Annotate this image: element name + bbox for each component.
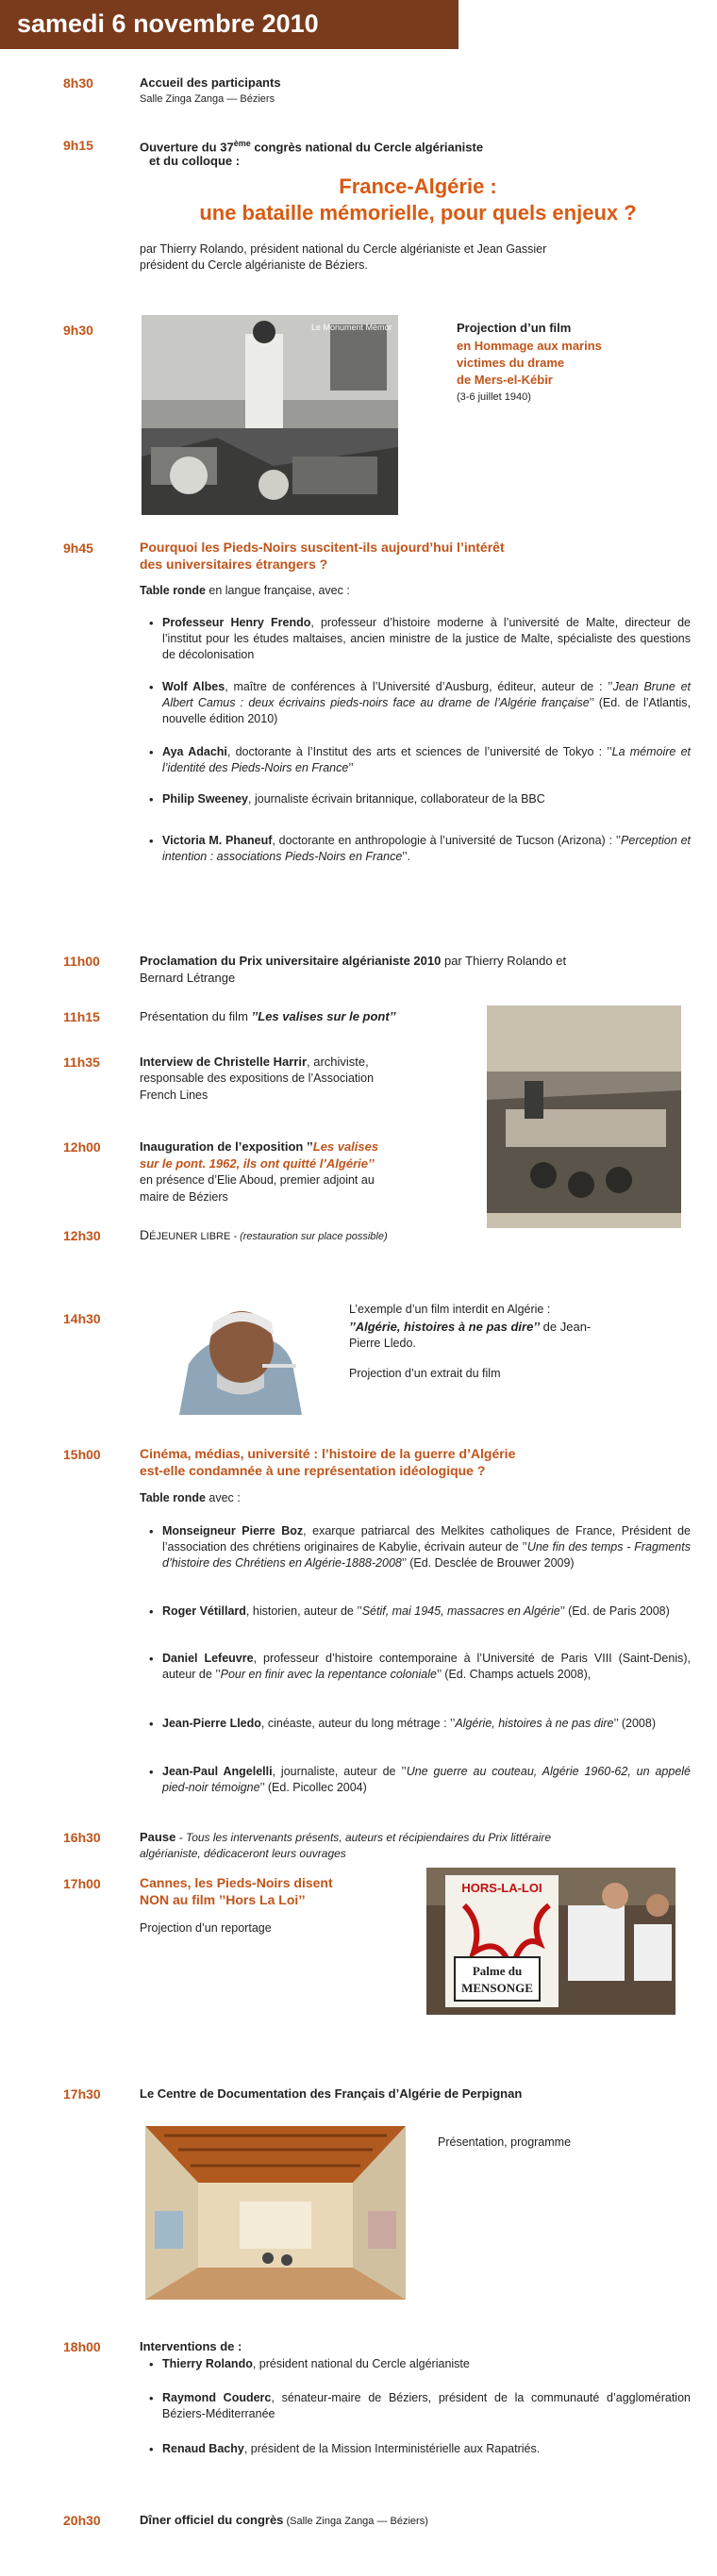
film-line2: en Hommage aux marins [457,339,602,353]
speaker-boz: Monseigneur Pierre Boz, exarque patriarcal des Melkites catholiques de France, Président de l’association des chrétiens originaires de Kabylie, écrivain auteur de ’’Une fin des temps - Fragments d’histoire des Chrétiens en Algérie-1888-2008’’ (Ed. Desclée de Brouwer 2009) [162,1524,691,1570]
time-1135: 11h35 [63,1055,100,1070]
bullet: • [149,1765,154,1779]
time-1200: 12h00 [63,1139,101,1155]
bullet: • [149,2357,154,2371]
speaker-vetillard: Roger Vétillard, historien, auteur de ’’Sétif, mai 1945, massacres en Algérie’’ (Ed. de Paris 2008) [162,1604,670,1618]
speaker-sweeney: Philip Sweeney, journaliste écrivain britannique, collaborateur de la BBC [162,792,545,806]
bullet: • [149,834,154,848]
bullet: • [149,1652,154,1666]
speaker-bachy: Renaud Bachy, président de la Mission Interministérielle aux Rapatriés. [162,2442,541,2455]
protest-photo [426,1868,675,2015]
dinner-line: Dîner officiel du congrès (Salle Zinga Zanga — Béziers) [140,2513,428,2527]
time-1430: 14h30 [63,1311,101,1326]
bullet: • [149,616,154,630]
time-0945: 9h45 [63,540,93,556]
cannes-line2: NON au film ’’Hors La Loi’’ [140,1892,306,1907]
film-line4: de Mers-el-Kébir [457,373,553,387]
time-2030: 20h30 [63,2513,101,2528]
cannes-line1: Cannes, les Pieds-Noirs disent [140,1875,333,1890]
event-subtitle: et du colloque : [149,154,241,168]
expo-line3: en présence d’Elie Aboud, premier adjoint au [140,1173,375,1187]
film-line3: victimes du drame [457,356,565,370]
speaker-albes: Wolf Albes, maître de conférences à l’Université d’Ausburg, éditeur, auteur de : ’’Jean Brune et Albert Camus : deux écrivains pieds-noirs face au drame de l’Algérie française’’ (Ed. de l’Atlantis, nouvelle édition 2010) [162,680,691,725]
center-title: Le Centre de Documentation des Français d’Algérie de Perpignan [140,2086,523,2101]
mers-el-kebir-photo [142,315,398,515]
roundtable-label: Table ronde en langue française, avec : [140,584,350,597]
event-by2: président du Cercle algérianiste de Béziers. [140,258,368,272]
center-presentation: Présentation, programme [438,2136,572,2149]
speaker-phaneuf: Victoria M. Phaneuf, doctorante en anthropologie à l’université de Tucson (Arizona) : ’’Perception et intention : associations Pieds-Noirs en France’’. [162,834,691,863]
banned-film-line4: Projection d’un extrait du film [349,1367,501,1380]
banned-film-line2: ’’Algérie, histoires à ne pas dire’’ de Jean- [349,1320,592,1334]
sign-hors-la-loi: HORS-LA-LOI [461,1881,542,1895]
bullet: • [149,2391,154,2405]
sign-palme: Palme du [472,1964,523,1978]
time-1115: 11h15 [63,1009,100,1024]
speaker-frendo: Professeur Henry Frendo, professeur d’histoire moderne à l’université de Malte, directeur de l’institut pour les études maltaises, ancien ministre de la justice de Malte, spécialiste des questions de décolonisation [162,616,691,661]
time-1730: 17h30 [63,2086,101,2102]
day-title: samedi 6 novembre 2010 [17,9,319,38]
pause-line2: algérianiste, dédicaceront leurs ouvrages [140,1847,346,1860]
expo-line4: maire de Béziers [140,1190,228,1204]
time-1700: 17h00 [63,1876,101,1891]
film-presentation: Présentation du film ’’Les valises sur le pont’’ [140,1009,396,1023]
time-0930: 9h30 [63,323,93,338]
time-1500: 15h00 [63,1447,101,1462]
bullet: • [149,680,154,694]
bullet: • [149,1524,154,1538]
event-place: Salle Zinga Zanga — Béziers [140,93,275,105]
prize-line1: Proclamation du Prix universitaire algérianiste 2010 par Thierry Rolando et [140,954,567,968]
expo-line1: Inauguration de l’exposition ’’Les valises [140,1139,379,1154]
bullet: • [149,1717,154,1731]
speaker-lefeuvre: Daniel Lefeuvre, professeur d’histoire contemporaine à l’Université de Paris VIII (Saint-Denis), auteur de ’’Pour en finir avec la repentance coloniale’’ (Ed. Champs actuels 2008), [162,1652,691,1681]
interview-line3: French Lines [140,1089,208,1102]
roundtable-title-2: des universitaires étrangers ? [140,557,328,572]
sign-mensonge: MENSONGE [461,1981,533,1995]
roundtable-title-1: Pourquoi les Pieds-Noirs suscitent-ils aujourd’hui l’intérêt [140,540,505,555]
roundtable2-label: Table ronde avec : [140,1491,241,1504]
valises-poster [487,1005,681,1228]
bullet: • [149,792,154,806]
time-1800: 18h00 [63,2339,101,2354]
speaker-lledo: Jean-Pierre Lledo, cinéaste, auteur du long métrage : ’’Algérie, histoires à ne pas dire’’ (2008) [162,1717,656,1730]
banned-film-line1: L’exemple d’un film interdit en Algérie : [349,1303,551,1316]
speaker-rolando: Thierry Rolando, président national du Cercle algérianiste [162,2357,470,2370]
bullet: • [149,1604,154,1619]
time-0830: 8h30 [63,75,93,91]
time-1230: 12h30 [63,1228,101,1243]
event-title: Ouverture du 37ème congrès national du Cercle algérianiste [140,139,484,155]
speaker-adachi: Aya Adachi, doctorante à l’Institut des arts et sciences de l’université de Tokyo : ’’La mémoire et l’identité des Pieds-Noirs en France’’ [162,745,691,774]
time-1100: 11h00 [63,954,100,969]
interview-line1: Interview de Christelle Harrir, archiviste, [140,1055,369,1069]
expo-line2: sur le pont. 1962, ils ont quitté l’Algérie’’ [140,1156,375,1171]
roundtable2-title-1: Cinéma, médias, université : l’histoire de la guerre d’Algérie [140,1446,516,1461]
documentation-center-render [145,2126,406,2300]
event-title: Accueil des participants [140,75,281,90]
event-by: par Thierry Rolando, président national du Cercle algérianiste et Jean Gassier [140,242,547,256]
time-1630: 16h30 [63,1830,101,1845]
roundtable2-title-2: est-elle condamnée à une représentation idéologique ? [140,1463,486,1478]
prize-line2: Bernard Létrange [140,971,236,985]
interview-line2: responsable des expositions de l’Association [140,1072,375,1085]
cannes-line3: Projection d’un reportage [140,1921,272,1935]
time-0915: 9h15 [63,138,93,153]
congress-title-line2: une bataille mémorielle, pour quels enjeux ? [199,201,637,224]
pause-line1: Pause - Tous les intervenants présents, auteurs et récipiendaires du Prix littéraire [140,1830,552,1844]
speaker-angelelli: Jean-Paul Angelelli, journaliste, auteur de ’’Une guerre au couteau, Algérie 1960-62, un appelé pied-noir témoigne’’ (Ed. Picollec 2004) [162,1765,691,1794]
bullet: • [149,2442,154,2456]
day-header [0,0,459,49]
speaker-couderc: Raymond Couderc, sénateur-maire de Béziers, président de la communauté d’agglomération Béziers-Méditerranée [162,2391,691,2420]
film-line5: (3-6 juillet 1940) [457,391,531,403]
photo-caption: Le Monument Mémor [311,323,392,332]
film-line1: Projection d’un film [457,321,572,335]
banned-film-line3: Pierre Lledo. [349,1337,416,1350]
interventions-label: Interventions de : [140,2339,242,2353]
lledo-photo [151,1298,328,1415]
bullet: • [149,745,154,759]
congress-title-line1: France-Algérie : [339,175,497,198]
lunch-line: DÉJEUNER LIBRE - (restauration sur place possible) [140,1227,388,1242]
